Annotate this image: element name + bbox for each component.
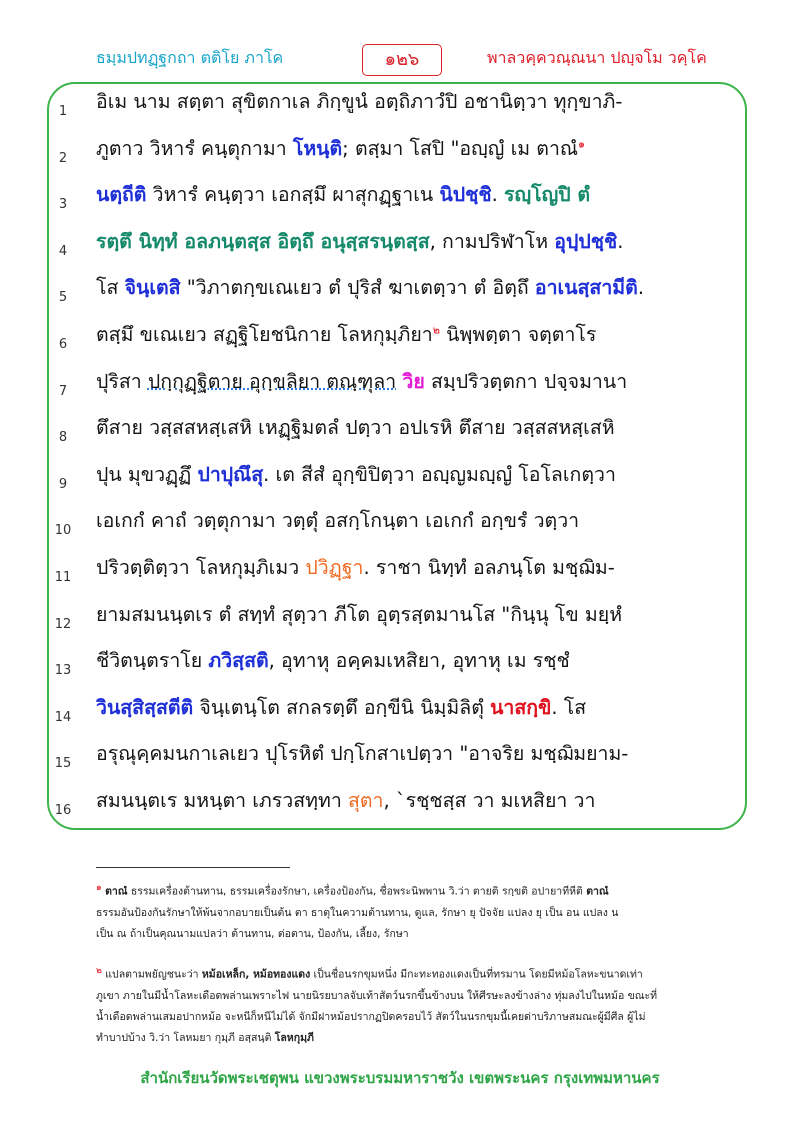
text-segment: ตสฺมึ ขเณเยว สฏฺฐิโยชนิกาย โลหกุมฺภิยา — [96, 323, 433, 346]
text-segment: รญฺโญปิ ตํ — [504, 183, 591, 207]
text-line — [0, 222, 800, 268]
line-number: 1 — [58, 104, 68, 119]
line-number: 16 — [54, 803, 72, 818]
text-line — [0, 548, 800, 594]
line-number: 11 — [54, 570, 72, 585]
text-segment: ปริวตฺติตฺวา โลหกุมฺภิเมว — [96, 556, 306, 579]
line-number: 6 — [58, 337, 68, 352]
text-line — [0, 129, 800, 175]
footnote-1-term2: ตาณํ — [586, 885, 609, 898]
footnote-2-text-3: น้ำเดือดพล่านเสมอปากหม้อ จะหนีก็หนีไม่ได้ จักมีฝาหม้อปรากฏปิดครอบไว้ สัตว์ในนรกขุมนี้เคยด่าบริภาษสมณะผู้มีศีล ผู้ไม่ — [96, 1010, 646, 1023]
text-segment: อาเนสฺสามีติ — [534, 276, 638, 300]
text-segment: สุตา — [347, 789, 384, 812]
line-number: 13 — [54, 663, 72, 679]
text-line — [0, 175, 800, 221]
line-number: 8 — [58, 430, 68, 446]
text-segment: วิหารํ คนฺตฺวา เอกสฺมึ ผาสุกฏฺฐาเน — [146, 183, 440, 207]
text-segment: . เต สีสํ อุกฺขิปิตฺวา อญฺญมญฺญํ โอโลเกตฺวา — [263, 462, 616, 486]
text-segment: , `รชฺชสฺส วา มเหสิยา วา — [383, 789, 596, 812]
footnote-2-text-2: ภูเขา ภายในมีน้ำโลหะเดือดพล่านเพราะไฟ นายนิรยบาลจับเท้าสัตว์นรกขึ้นข้างบน ให้ศีรษะลงข้างล่าง ทุ่มลงไปในหม้อ ขณะที่ — [96, 989, 658, 1002]
footnote-1-marker: ๑ — [96, 883, 102, 893]
text-segment: อิเม นาม สตฺตา สุขิตกาเล ภิกฺขูนํ อตฺถิภาวํปิ อชานิตฺวา ทุกฺขาภิ- — [96, 90, 623, 113]
text-line — [0, 688, 800, 734]
text-line — [0, 408, 800, 454]
footnote-2-text-1b: เป็นชื่อนรกขุมหนึ่ง มีกะทะทองแดงเป็นที่ทรมาน โดยมีหม้อโลหะขนาดเท่า — [310, 968, 643, 981]
text-segment: ภวิสฺสติ — [208, 649, 269, 673]
text-segment: โส — [96, 276, 125, 300]
chapter-title: พาลวคฺควณฺณนา ปญฺจโม วคฺโค — [487, 48, 707, 67]
text-segment: , กามปริฬาโห — [429, 229, 555, 253]
text-segment: ตึสาย วสฺสสหสฺเสหิ เหฏฺฐิมตลํ ปตฺวา อปเรหิ ตึสาย วสฺสสหสฺเสหิ — [96, 416, 615, 440]
text-segment: . — [637, 276, 645, 300]
line-number: 7 — [58, 383, 68, 399]
line-text — [96, 86, 736, 117]
text-segment: จินฺเตสิ — [124, 276, 181, 300]
line-number: 10 — [54, 523, 72, 539]
text-segment: วิย — [402, 369, 425, 393]
text-line — [0, 595, 800, 641]
text-segment: . โส — [551, 695, 587, 719]
text-segment: "วิภาตกฺขเณเยว ตํ ปุริสํ ฆาเตตฺวา ตํ อิตฺถึ — [180, 276, 535, 300]
page-header — [0, 44, 800, 84]
footnote-2-text-1a: แปลตามพยัญชนะว่า — [105, 968, 202, 981]
line-text — [96, 366, 736, 397]
text-segment: ปุน มุขวฏฺฏึ — [96, 462, 198, 486]
text-segment: . — [617, 229, 624, 253]
footnote-2-term2: โลหกุมฺภี — [274, 1031, 314, 1044]
line-number: 15 — [54, 756, 72, 772]
footnote-reference: ๑ — [578, 137, 585, 151]
text-line — [0, 268, 800, 314]
text-segment: ยามสมนนฺตเร ตํ สทฺทํ สุตฺวา ภีโต อุตฺรสฺตมานโส "กินฺนุ โข มยฺหํ — [96, 602, 623, 626]
text-line — [0, 455, 800, 501]
line-text — [96, 599, 736, 630]
footnote-divider — [96, 867, 290, 868]
footnote-1-text: ธรรมเครื่องต้านทาน, ธรรมเครื่องรักษา, เครื่องป้องกัน, ชื่อพระนิพพาน วิ.ว่า ตายติ รกฺขติ อปายาทีหีติ — [127, 885, 587, 898]
text-segment: ชีวิตนฺตราโย — [96, 649, 209, 673]
text-line — [0, 641, 800, 687]
line-text — [96, 133, 736, 164]
text-segment: โหนฺติ — [292, 136, 343, 160]
text-line — [0, 501, 800, 547]
text-segment: นิปชฺชิ — [439, 183, 492, 207]
line-text — [96, 552, 736, 583]
text-segment: . ราชา นิทฺทํ อลภนฺโต มชฺฌิม- — [363, 556, 615, 579]
text-line — [0, 781, 800, 827]
footnote-2-text-4: ทำบาปบ้าง วิ.ว่า โลหมยา กุมฺภี อสฺสนฺติ — [96, 1031, 275, 1044]
line-text — [96, 738, 736, 769]
line-text — [96, 505, 736, 536]
book-title: ธมฺมปทฏฺฐกถา ตติโย ภาโค — [96, 48, 284, 67]
line-text — [96, 179, 736, 210]
line-number: 3 — [58, 197, 68, 213]
text-segment: . — [491, 183, 505, 207]
line-number: 5 — [58, 290, 68, 306]
text-line — [0, 362, 800, 408]
text-line — [0, 734, 800, 780]
text-segment: สมนนฺตเร มหนฺตา เภรวสทฺทา — [96, 789, 348, 812]
line-number: 4 — [58, 243, 68, 259]
text-segment: ปาปุณึสุ — [197, 462, 264, 486]
footnote-1 — [96, 878, 706, 945]
footnote-2-term: หม้อเหล็ก, หม้อทองแดง — [201, 968, 311, 981]
line-text — [96, 785, 736, 816]
line-text — [96, 412, 736, 443]
text-segment: เอเกกํ คาถํ วตฺตุกามา วตฺตุํ อสกฺโกนฺตา เอเกกํ อกฺขรํ วตฺวา — [96, 509, 580, 533]
page-number: ๑๒๖ — [362, 44, 442, 76]
line-text — [96, 272, 736, 303]
line-number: 9 — [58, 476, 68, 492]
text-segment: ปกฺกุฏฺฐิตาย อุกฺขลิยา ตณฺฑุลา — [147, 369, 397, 393]
text-line — [0, 315, 800, 361]
footnote-2 — [96, 961, 706, 1049]
text-segment: ; ตสฺมา โสปิ "อญฺญํ เม ตาณํ — [342, 136, 578, 160]
line-text — [96, 459, 736, 490]
text-segment: นิพฺพตฺตา จตฺตาโร — [439, 323, 597, 346]
page-footer: สำนักเรียนวัดพระเชตุพน แขวงพระบรมมหาราชวัง เขตพระนคร กรุงเทพมหานคร — [140, 1069, 660, 1087]
text-segment: วินสฺสิสฺสตีติ — [96, 695, 194, 719]
text-segment: นาสกฺขิ — [490, 695, 552, 719]
footnote-2-marker: ๒ — [96, 966, 102, 976]
line-number: 14 — [54, 709, 72, 725]
text-segment: รตฺตึ นิทฺทํ อลภนฺตสฺส อิตฺถึ อนุสฺสรนฺตสฺส — [96, 229, 430, 253]
line-text — [96, 319, 736, 350]
text-segment: จินฺเตนฺโต สกลรตฺตึ อกฺขีนิ นิมฺมิลิตุํ — [193, 695, 491, 719]
footnote-reference: ๒ — [432, 323, 440, 337]
footnote-1-term: ตาณํ — [105, 885, 128, 898]
text-segment: ปุริสา — [96, 369, 148, 393]
text-segment: ปวิฏฺฐา — [305, 556, 364, 579]
footnote-1-text-2: ธรรมอันป้องกันรักษาให้พ้นจากอบายเป็นต้น ตา ธาตุในความต้านทาน, ดูแล, รักษา ยุ ปัจจัย แปลง ยุ เป็น อน แปลง น — [96, 906, 619, 919]
line-text — [96, 692, 736, 723]
footnote-1-text-3: เป็น ณ ถ้าเป็นคุณนามแปลว่า ต้านทาน, ต่อตาน, ป้องกัน, เลี้ยง, รักษา — [96, 927, 409, 940]
text-line — [0, 82, 800, 128]
text-segment: สมฺปริวตฺตกา ปจฺจมานา — [424, 369, 628, 393]
line-text — [96, 645, 736, 676]
text-segment: อรุณุคฺคมนกาเลเยว ปุโรหิตํ ปกฺโกสาเปตฺวา "อาจริย มชฺฌิมยาม- — [96, 742, 629, 766]
line-number: 12 — [54, 616, 72, 632]
text-segment: อุปฺปชฺชิ — [554, 229, 618, 253]
text-segment: , อุทาหุ อคฺคมเหสิยา, อุทาหุ เม รชฺชํ — [268, 649, 570, 673]
line-number: 2 — [58, 150, 68, 166]
text-segment: ภูตาว วิหารํ คนฺตุกามา — [96, 136, 293, 160]
line-text — [96, 226, 736, 257]
text-segment: นตฺถีติ — [96, 183, 147, 207]
